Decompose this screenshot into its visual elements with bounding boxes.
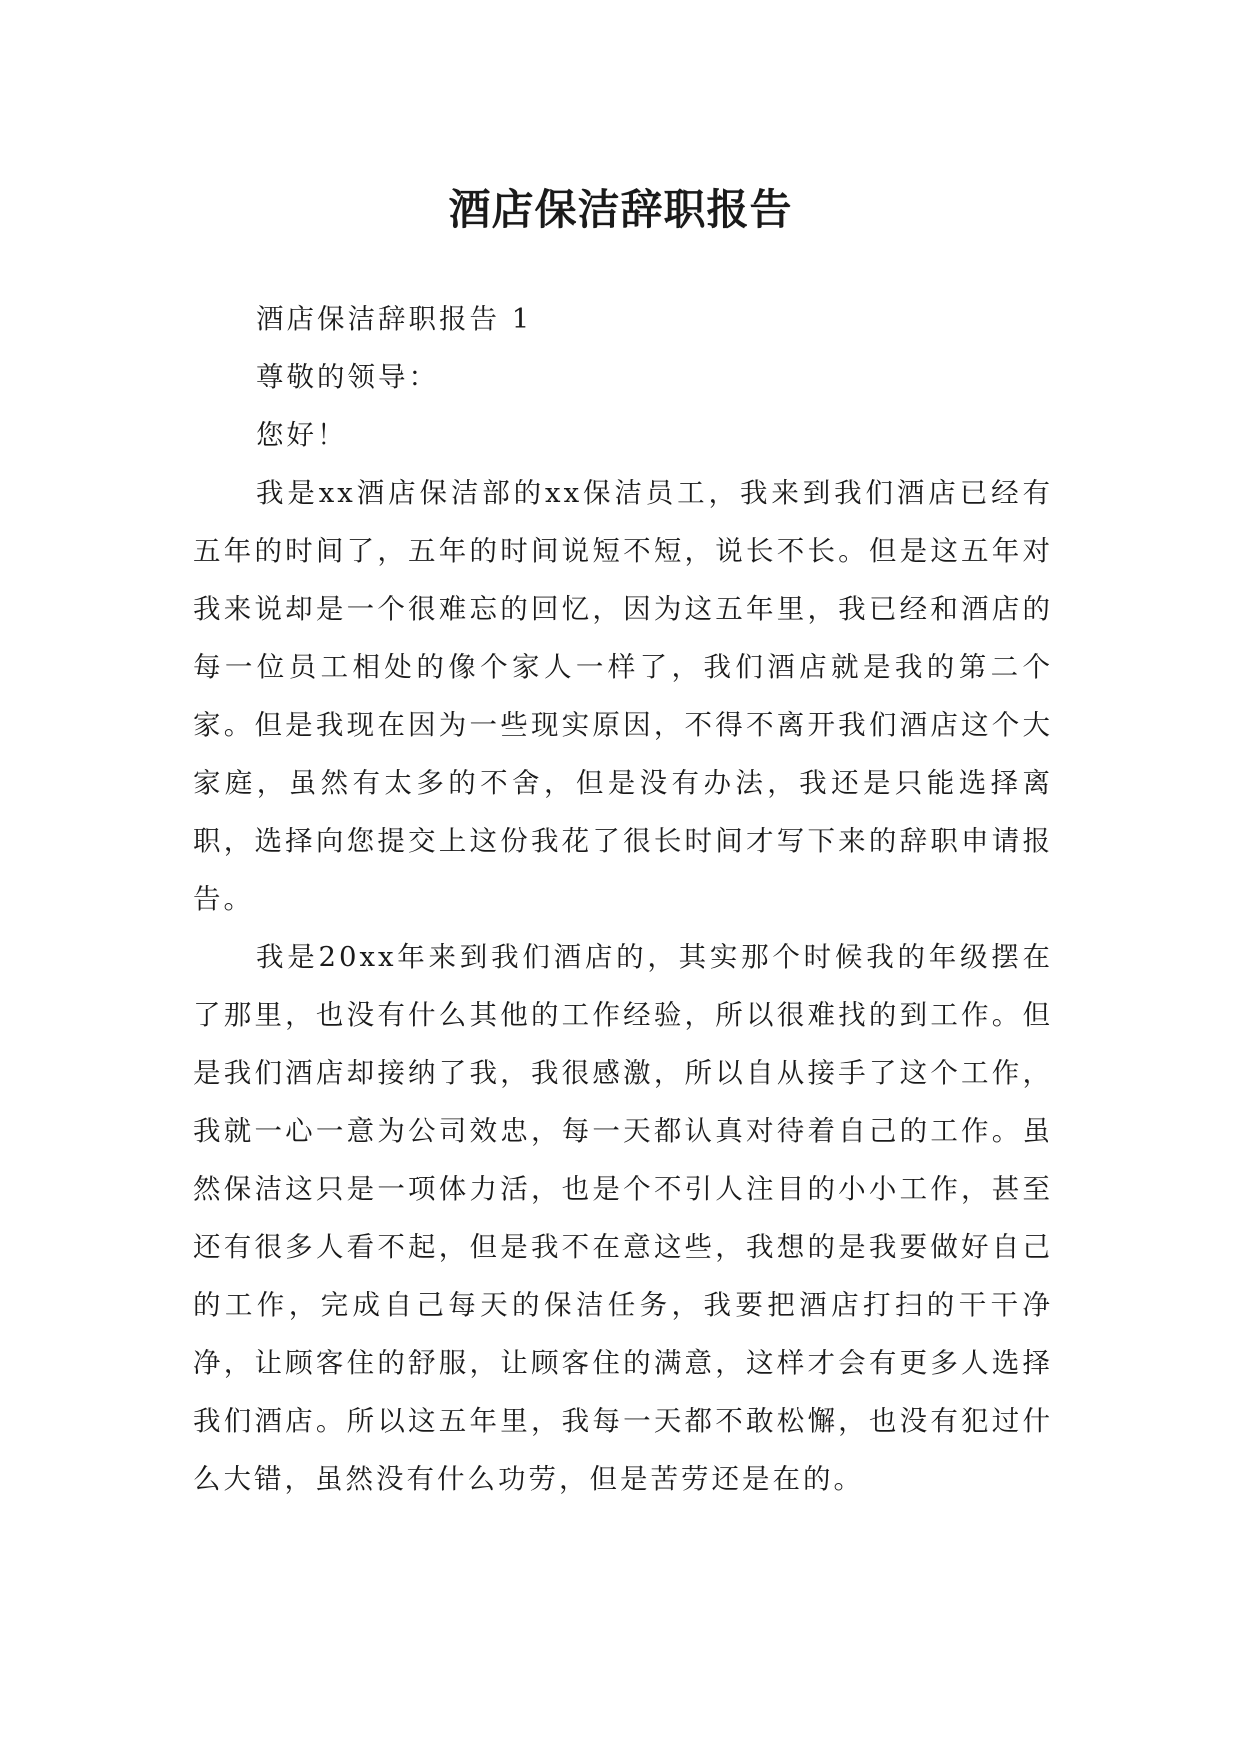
- greeting: 您好！: [256, 419, 348, 451]
- salutation: 尊敬的领导：: [256, 361, 439, 393]
- paragraph-2: 我是20xx年来到我们酒店的，其实那个时候我的年级摆在了那里，也没有什么其他的工作经验，所以很难找的到工作。但是我们酒店却接纳了我，我很感激，所以自从接手了这个工作，我就一心一意为公司效忠，每一天都认真对待着自己的工作。虽然保洁这只是一项体力活，也是个不引人注目的小小工作，甚至还有很多人看不起，但是我不在意这些，我想的是我要做好自己的工作，完成自己每天的保洁任务，我要把酒店打扫的干干净净，让顾客住的舒服，让顾客住的满意，这样才会有更多人选择我们酒店。所以这五年里，我每一天都不敢松懈，也没有犯过什么大错，虽然没有什么功劳，但是苦劳还是在的。: [193, 941, 1053, 1495]
- document-body: [193, 290, 1053, 1508]
- document-title: 酒店保洁辞职报告: [448, 185, 793, 235]
- paragraph-1: 我是xx酒店保洁部的xx保洁员工，我来到我们酒店已经有五年的时间了，五年的时间说短不短，说长不长。但是这五年对我来说却是一个很难忘的回忆，因为这五年里，我已经和酒店的每一位员工相处的像个家人一样了，我们酒店就是我的第二个家。但是我现在因为一些现实原因，不得不离开我们酒店这个大家庭，虽然有太多的不舍，但是没有办法，我还是只能选择离职，选择向您提交上这份我花了很长时间才写下来的辞职申请报告。: [193, 477, 1053, 915]
- section-heading: 酒店保洁辞职报告 1: [256, 303, 533, 335]
